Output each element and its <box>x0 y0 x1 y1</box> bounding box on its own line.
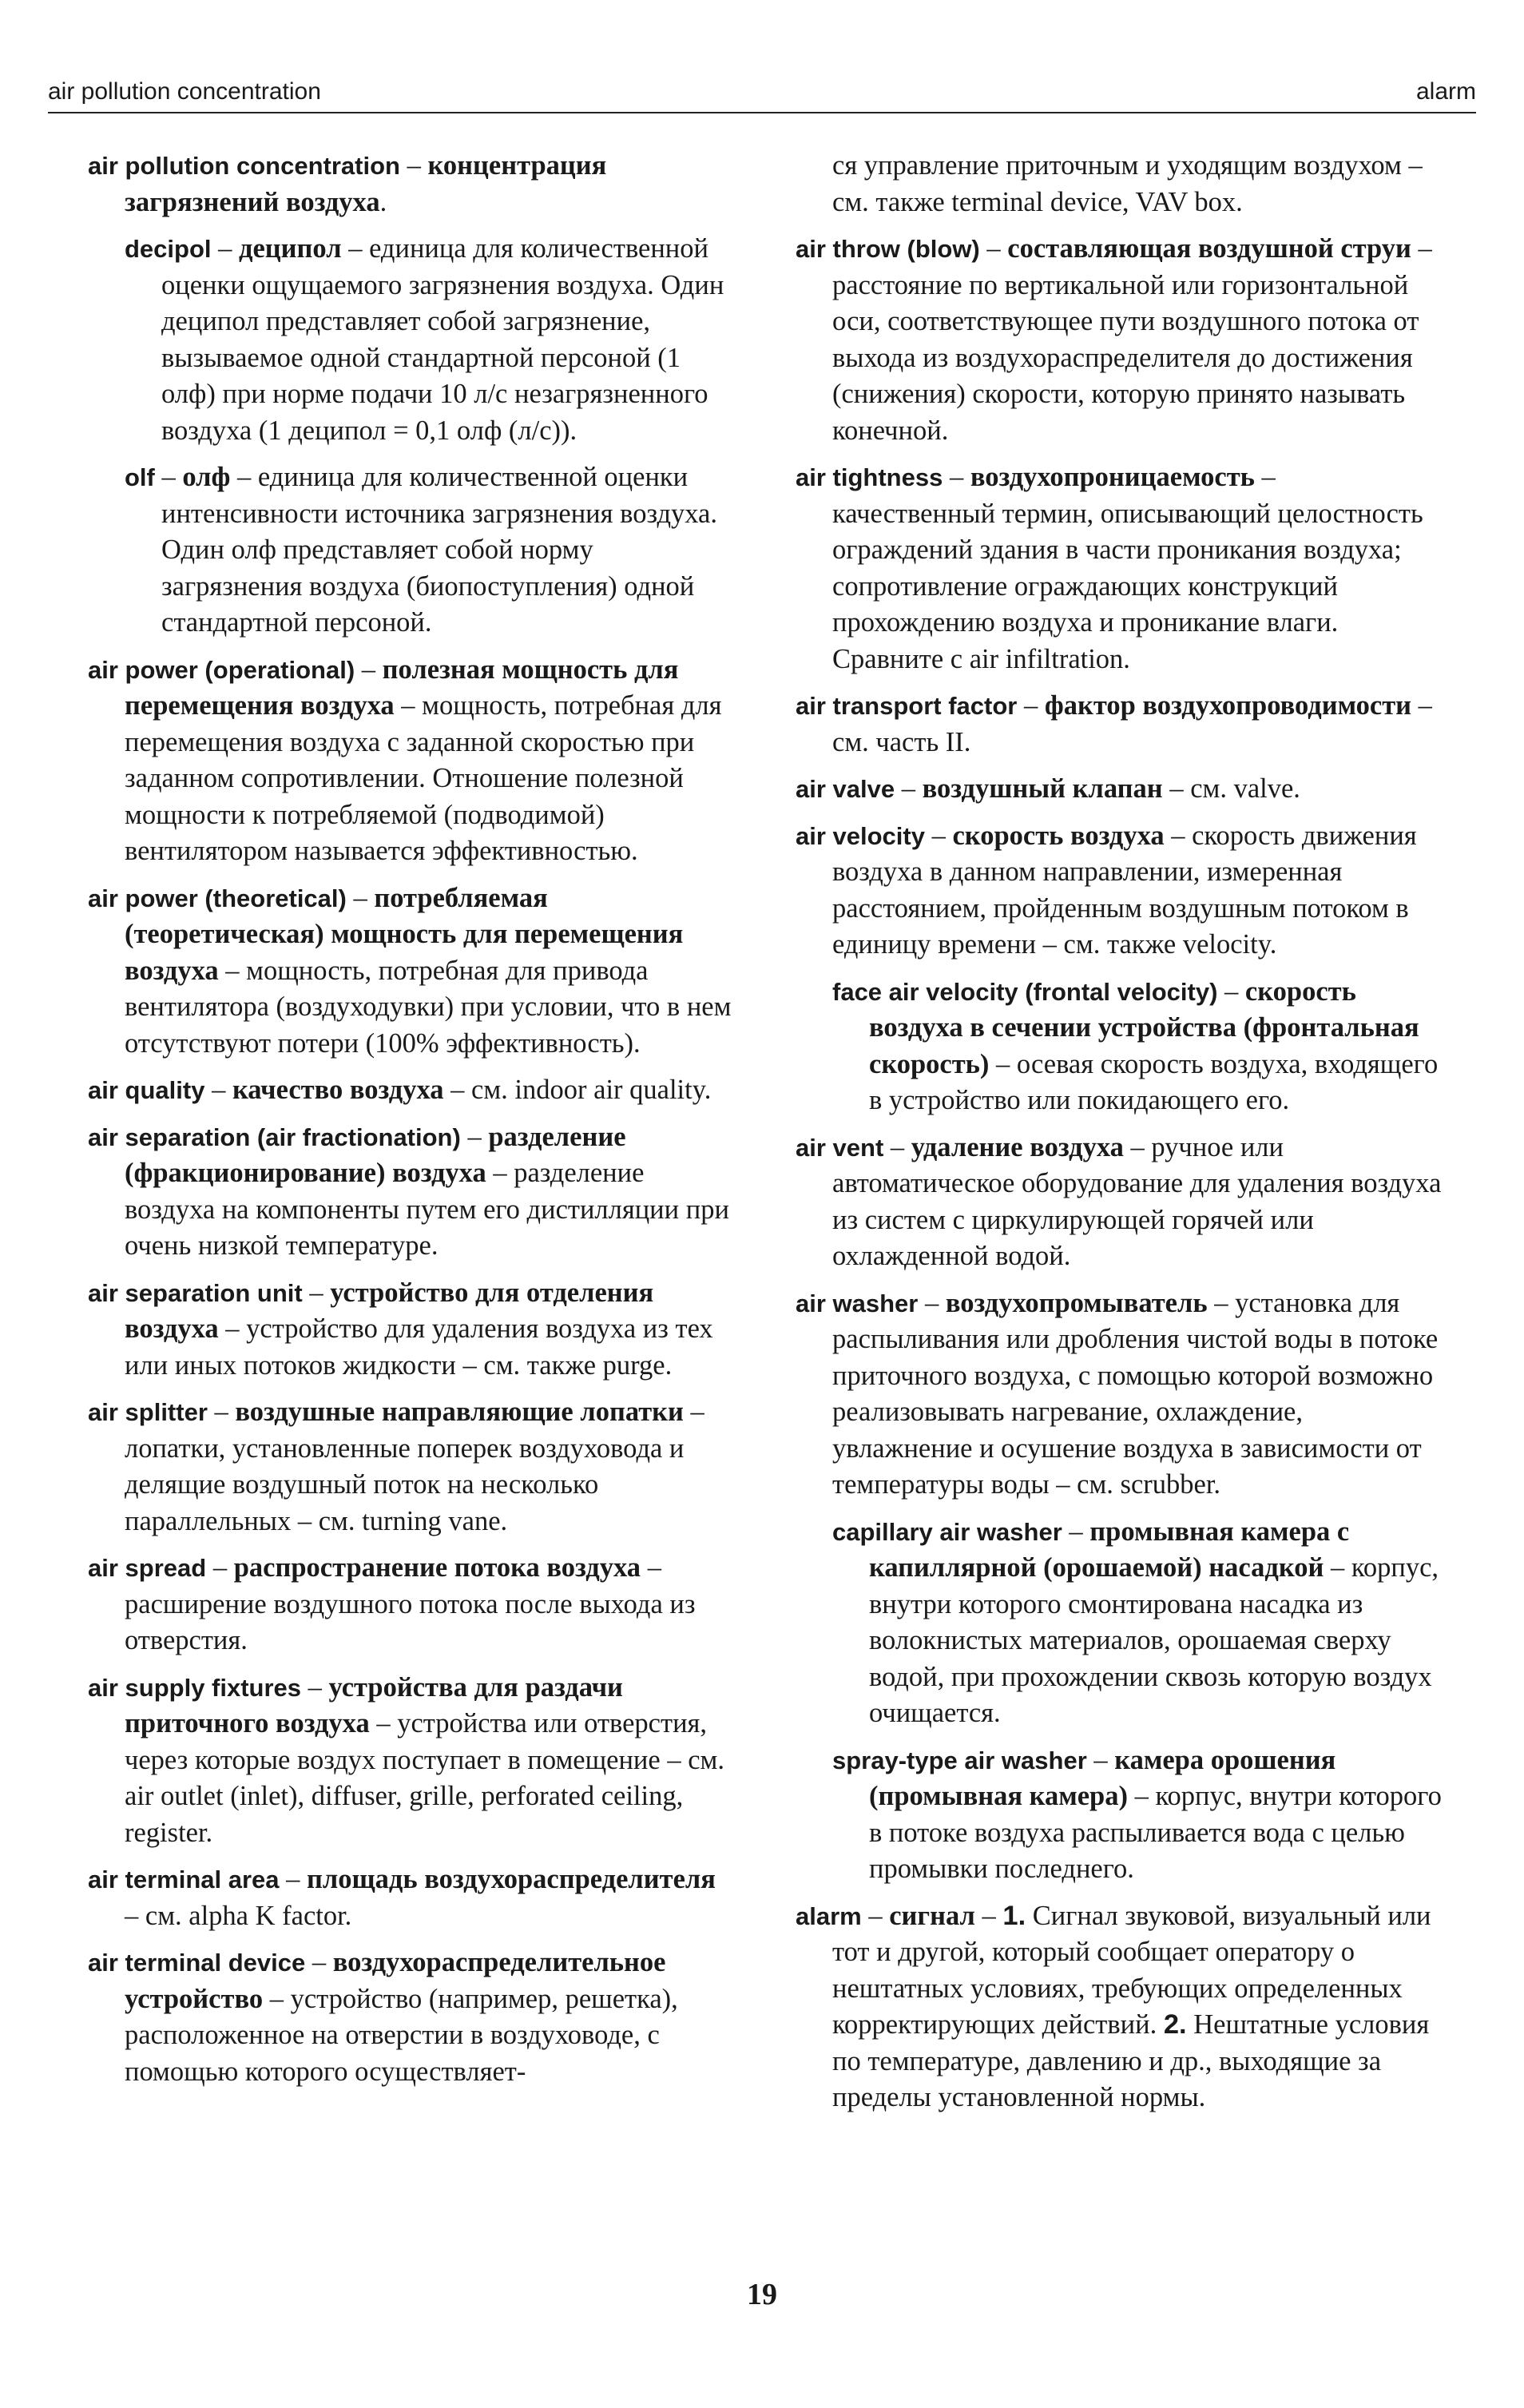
definition: – осевая скорость воздуха, входящего в устройство или покидающего его. <box>869 1048 1439 1115</box>
sense-definition: Нештатные условия по температуре, давлению и др., выходящие за пределы установленной нормы. <box>832 2009 1430 2112</box>
definition: – разделение воздуха на компоненты путем его дистилляции при очень низкой температуре. <box>125 1158 729 1261</box>
headword: alarm <box>796 1901 862 1930</box>
headword: air separation unit <box>88 1278 303 1307</box>
running-head-left: air pollution concentration <box>48 78 321 105</box>
translation: сигнал <box>889 1900 975 1931</box>
entry-air-separation: air separation (air fractionation) – разделение (фракционирование) воздуха – разделение воздуха на компоненты путем его дистилляции при очень низкой температуре. <box>88 1121 729 1261</box>
headword: air quality <box>88 1076 205 1104</box>
entry-air-terminal-device: air terminal device – воздухораспределительное устройство – устройство (например, решетка), расположенное на отверстии в воздуховоде, с помощью которого осуществляет- <box>88 1947 678 2087</box>
entry-air-splitter: air splitter – воздушные направляющие лопатки – лопатки, установленные поперек воздуховода и делящие воздушный поток на несколько параллельных – см. turning vane. <box>88 1397 704 1536</box>
definition: – единица для количественной оценки ощущаемого загрязнения воздуха. Один деципол представляет собой загрязнение, вызываемое одной стандартной персоной (1 олф) при норме подачи 10 л/с незагрязненного воздуха (1 деципол = 0,1 олф (л/с)). <box>161 233 724 446</box>
headword: air tightness <box>796 463 943 491</box>
definition: – см. alpha K factor. <box>125 1900 352 1931</box>
headword: air pollution concentration <box>88 152 400 180</box>
translation: устройства для раздачи приточного воздуха <box>125 1671 623 1738</box>
definition: – корпус, внутри которого смонтирована насадка из волокнистых материалов, орошаемая сверху водой, при прохождении сквозь которую воздух очищается. <box>869 1552 1439 1728</box>
definition: – см. часть II. <box>832 690 1432 757</box>
translation: потребляемая (теоретическая) мощность для перемещения воздуха <box>125 882 684 986</box>
entry-olf: olf – олф – единица для количественной оценки интенсивности источника загрязнения воздуха. Один олф представляет собой норму загрязнения воздуха (биопоступления) одной стандартной персоной. <box>125 462 717 638</box>
headword: air splitter <box>88 1398 208 1426</box>
definition: – корпус, внутри которого в потоке воздуха распыливается вода с целью промывки последнего. <box>869 1781 1442 1884</box>
entry-air-spread: air spread – распространение потока воздуха – расширение воздушного потока после выхода из отверстия. <box>88 1552 696 1655</box>
translation: устройство для отделения воздуха <box>125 1277 654 1344</box>
definition: – см. indoor air quality. <box>443 1075 712 1105</box>
headword: air separation (air fractionation) <box>88 1123 461 1151</box>
entry-air-tightness: air tightness – воздухопроницаемость – качественный термин, описывающий целостность ограждений здания в части проникания воздуха; сопротивление ограждающих конструкций прохождению воздуха и проникание влаги. Сравните с air infiltration. <box>796 462 1423 674</box>
translation: деципол <box>239 233 342 264</box>
translation: фактор воздухопроводимости <box>1044 690 1412 721</box>
headword: air washer <box>796 1289 919 1317</box>
page-number: 19 <box>747 2278 777 2311</box>
headword: air throw (blow) <box>796 235 980 263</box>
translation: скорость воздуха в сечении устройства (фронтальная скорость) <box>869 976 1419 1079</box>
headword: decipol <box>125 235 212 263</box>
definition: – мощность, потребная для перемещения воздуха с заданной скоростью при заданном сопротивлении. Отношение полезной мощности к потребляемой (подводимой) вентилятором называется эффективностью. <box>125 690 722 866</box>
definition: – лопатки, установленные поперек воздуховода и делящие воздушный поток на несколько параллельных – см. turning vane. <box>125 1397 704 1536</box>
translation: качество воздуха <box>232 1075 444 1105</box>
headword: air spread <box>88 1554 207 1582</box>
headword: face air velocity (frontal velocity) <box>832 977 1218 1006</box>
translation: разделение (фракционирование) воздуха <box>125 1121 626 1188</box>
sense-number: 2. <box>1163 2009 1187 2040</box>
entry-air-separation-unit: air separation unit – устройство для отделения воздуха – устройство для удаления воздуха из тех или иных потоков жидкости – см. также purge. <box>88 1277 713 1381</box>
translation: воздушные направляющие лопатки <box>235 1397 684 1427</box>
entry-air-quality: air quality – качество воздуха – см. indoor air quality. <box>88 1075 712 1105</box>
definition: – см. valve. <box>1162 773 1300 804</box>
entry-air-valve: air valve – воздушный клапан – см. valve. <box>796 773 1300 804</box>
definition: – мощность, потребная для привода вентилятора (воздуходувки) при условии, что в нем отсутствуют потери (100% эффективность). <box>125 955 732 1059</box>
translation: составляющая воздушной струи <box>1007 233 1411 264</box>
definition: . <box>379 186 387 217</box>
sense-definition: Сигнал звуковой, визуальный или тот и другой, который сообщает оператору о нештатных условиях, требующих определенных корректирующих действий. <box>832 1900 1431 2040</box>
definition: – единица для количественной оценки интенсивности источника загрязнения воздуха. Один олф представляет собой норму загрязнения воздуха (биопоступления) одной стандартной персоной. <box>161 462 717 638</box>
sense-number: 1. <box>1002 1900 1026 1931</box>
definition: – установка для распыливания или дробления чистой воды в потоке приточного воздуха, с помощью которой возможно реализовывать нагревание, охлаждение, увлажнение и осушение воздуха в зависимости от температуры воды – см. scrubber. <box>832 1287 1439 1500</box>
translation: концентрация загрязнений воздуха <box>125 150 607 217</box>
headword: olf <box>125 463 155 491</box>
entry-face-air-velocity: face air velocity (frontal velocity) – скорость воздуха в сечении устройства (фронтальная скорость) – осевая скорость воздуха, входящего в устройство или покидающего его. <box>832 976 1439 1115</box>
entry-air-power-theoretical: air power (theoretical) – потребляемая (теоретическая) мощность для перемещения воздуха – мощность, потребная для привода вентилятора (воздуходувки) при условии, что в нем отсутствуют потери (100% эффективность). <box>88 882 732 1059</box>
entry-decipol: decipol – деципол – единица для количественной оценки ощущаемого загрязнения воздуха. Один деципол представляет собой загрязнение, вызываемое одной стандартной персоной (1 олф) при норме подачи 10 л/с незагрязненного воздуха (1 деципол = 0,1 олф (л/с)). <box>125 233 724 446</box>
definition: – устройства или отверстия, через которые воздух поступает в помещение – см. air outlet (inlet), diffuser, grille, perforated ceiling, register. <box>125 1708 724 1848</box>
translation: полезная мощность для перемещения воздуха <box>125 654 679 721</box>
translation: олф <box>182 462 231 492</box>
headword: air supply fixtures <box>88 1673 302 1702</box>
headword: air terminal area <box>88 1866 280 1893</box>
running-head-right: alarm <box>1415 78 1476 105</box>
entry-air-velocity: air velocity – скорость воздуха – скорость движения воздуха в данном направлении, измеренная расстоянием, пройденным воздушным потоком в единицу времени – см. также velocity. <box>796 820 1417 960</box>
translation: скорость воздуха <box>952 820 1165 851</box>
translation: промывная камера с капиллярной (орошаемой) насадкой <box>869 1516 1350 1583</box>
definition: – расстояние по вертикальной или горизонтальной оси, соответствующее пути воздушного потока от выхода из воздухораспределителя до достижения (снижения) скорости, которую принято называть конечной. <box>832 233 1432 446</box>
translation: воздухораспределительное устройство <box>125 1947 666 2014</box>
headword: air terminal device <box>88 1949 306 1977</box>
entry-air-power-operational: air power (operational) – полезная мощность для перемещения воздуха – мощность, потребная для перемещения воздуха с заданной скоростью при заданном сопротивлении. Отношение полезной мощности к потребляемой (подводимой) вентилятором называется эффективностью. <box>88 654 722 866</box>
header-rule <box>48 112 1476 113</box>
translation: площадь воздухораспределителя <box>307 1864 716 1894</box>
entry-spray-type-air-washer: spray-type air washer – камера орошения (промывная камера) – корпус, внутри которого в потоке воздуха распыливается вода с целью промывки последнего. <box>832 1744 1442 1884</box>
translation: воздухопроницаемость <box>970 462 1255 492</box>
definition: – <box>974 1900 996 1931</box>
headword: air valve <box>796 775 895 803</box>
right-column <box>796 148 1443 2127</box>
headword: air velocity <box>796 821 925 850</box>
entry-air-pollution-concentration: air pollution concentration – концентрация загрязнений воздуха. <box>88 150 607 217</box>
entry-capillary-air-washer: capillary air washer – промывная камера с капиллярной (орошаемой) насадкой – корпус, внутри которого смонтирована насадка из волокнистых материалов, орошаемая сверху водой, при прохождении сквозь которую воздух очищается. <box>832 1516 1439 1728</box>
entry-air-throw: air throw (blow) – составляющая воздушной струи – расстояние по вертикальной или горизонтальной оси, соответствующее пути воздушного потока от выхода из воздухораспределителя до достижения (снижения) скорости, которую принято называть конечной. <box>796 233 1432 446</box>
headword: air power (theoretical) <box>88 884 347 912</box>
definition: ся управление приточным и уходящим воздухом – см. также terminal device, VAV box. <box>832 150 1423 217</box>
entry-air-transport-factor: air transport factor – фактор воздухопроводимости – см. часть II. <box>796 690 1432 757</box>
translation: распространение потока воздуха <box>233 1552 641 1583</box>
headword: air vent <box>796 1133 884 1162</box>
entry-air-terminal-area: air terminal area – площадь воздухораспределителя – см. alpha K factor. <box>88 1864 716 1931</box>
translation: удаление воздуха <box>911 1131 1124 1162</box>
headword: air power (operational) <box>88 655 355 684</box>
translation: воздушный клапан <box>922 773 1163 804</box>
entry-continuation <box>796 148 1443 221</box>
entry-air-washer: air washer – воздухопромыватель – установка для распыливания или дробления чистой воды в потоке приточного воздуха, с помощью которой возможно реализовывать нагревание, охлаждение, увлажнение и осушение воздуха в зависимости от температуры воды – см. scrubber. <box>796 1287 1439 1500</box>
left-column <box>88 148 735 2100</box>
definition: – устройство для удаления воздуха из тех или иных потоков жидкости – см. также purge. <box>125 1313 713 1381</box>
headword: capillary air washer <box>832 1517 1062 1546</box>
definition: – качественный термин, описывающий целостность ограждений здания в части проникания воздуха; сопротивление ограждающих конструкций прохождению воздуха и проникание влаги. Сравните с air infiltration. <box>832 462 1423 674</box>
translation: воздухопромыватель <box>945 1287 1208 1318</box>
definition: – ручное или автоматическое оборудование для удаления воздуха из систем с циркулирующей горячей или охлажденной водой. <box>832 1131 1442 1271</box>
translation: камера орошения (промывная камера) <box>869 1744 1336 1811</box>
entry-alarm: alarm – сигнал – 1. Сигнал звуковой, визуальный или тот и другой, который сообщает оператору о нештатных условиях, требующих определенных корректирующих действий. 2. Нештатные условия по температуре, давлению и др., выходящие за пределы установленной нормы. <box>796 1900 1431 2112</box>
headword: spray-type air washer <box>832 1746 1087 1774</box>
definition: – скорость движения воздуха в данном направлении, измеренная расстоянием, пройденным воздушным потоком в единицу времени – см. также velocity. <box>832 820 1417 960</box>
definition: – устройство (например, решетка), расположенное на отверстии в воздуховоде, с помощью которого осуществляет- <box>125 1983 678 2087</box>
definition: – расширение воздушного потока после выхода из отверстия. <box>125 1552 696 1655</box>
entry-air-supply-fixtures: air supply fixtures – устройства для раздачи приточного воздуха – устройства или отверстия, через которые воздух поступает в помещение – см. air outlet (inlet), diffuser, grille, perforated ceiling, register. <box>88 1671 724 1848</box>
entry-air-vent: air vent – удаление воздуха – ручное или автоматическое оборудование для удаления воздуха из систем с циркулирующей горячей или охлажденной водой. <box>796 1131 1442 1271</box>
headword: air transport factor <box>796 692 1018 720</box>
